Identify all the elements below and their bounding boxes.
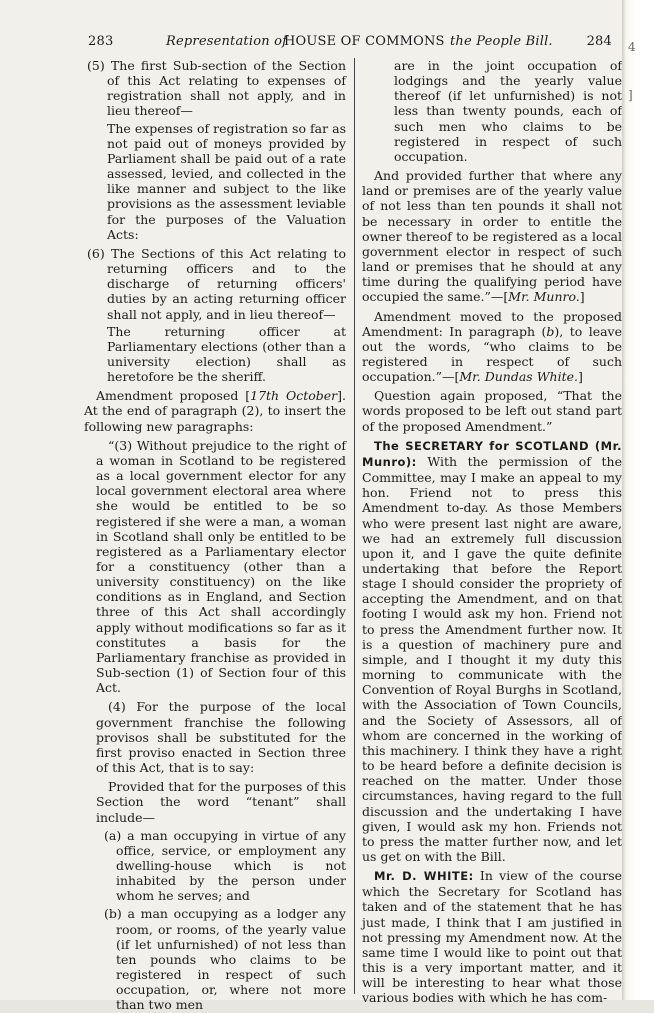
amendment-text-start: Amendment proposed [ [96,388,251,404]
list-item-b: (b) a man occupying as a lodger any room, or rooms, of the yearly value (if let unfurnished) of not less than ten pounds who claims to be registered in respect of such occupation, or, where not more than two men [104,906,346,1013]
speaker-name-secretary: The SECRETARY for SCOTLAND (Mr. Munro): [362,438,622,469]
edge-mark-1: 4 [628,40,636,54]
attribution-munro: Mr. Munro. [508,289,580,305]
speaker-name-white: Mr. D. WHITE: [374,869,474,884]
paragraph-subsection-6: (6) The Sections of this Act relating to returning officers and to the discharge of returning officers' duties by an acting returning officer shall not apply, and in lieu thereof— [87,245,346,322]
running-header [88,34,612,52]
page-number-left: 283 [88,34,114,49]
paragraph-quoted-4: (4) For the purpose of the local government franchise the following provisos shall be substituted for the first proviso enacted in Section three of this Act, that is to say: [96,699,346,776]
paragraph-expenses: The expenses of registration so far as not paid out of moneys provided by Parliament shall be paid out of a rate assessed, levied, and collected in the like manner and subject to the like provisions as the assessment leviable for the purposes of the Valuation Acts: [107,120,346,242]
list-item-a: (a) a man occupying in virtue of any office, service, or employment any dwelling-house which is not inhabited by the person under whom he serves; and [104,827,346,904]
attribution-dundas-white: Mr. Dundas White. [459,369,578,385]
attribution-close: ] [579,289,585,305]
attribution-close-2: ] [577,369,583,385]
amendment-moved-text: Amendment moved to the proposed Amendment: In paragraph ( [362,308,622,339]
paragraph-provided-further [362,168,622,304]
amendment-text-end: ]. At the end of paragraph (2), to insert the following new paragraphs: [84,388,347,434]
paragraph-amendment-moved [362,309,622,385]
provided-further-text: And provided further that where any land or premises are of the yearly value of not less than ten pounds it shall not be necessary in order to entitle the owner thereof to be registered as a local government elector in respect of such land or premises that he should at any time during the qualifying period have occupied the same.”—[ [362,168,622,305]
left-column [84,58,346,1013]
header-right-title: the People Bill. [450,34,553,49]
page-number-right: 284 [586,34,612,49]
paragraph-proviso: Provided that for the purposes of this Section the word “tenant” shall include— [96,779,346,825]
speech-secretary-for-scotland [362,438,622,864]
paragraph-continuation: are in the joint occupation of lodgings and the yearly value thereof (if let unfurnished) is not less than twenty pounds, each of such men who claims to be registered in respect of such occupation. [394,58,622,164]
paragraph-returning-officer: The returning officer at Parliamentary elections (other than a university election) shall as heretofore be the sheriff. [107,323,346,385]
right-column [362,58,622,1006]
header-center-title: HOUSE OF COMMONS [284,34,445,49]
paragraph-amendment-proposed [84,388,346,433]
speech-d-white [362,868,622,1005]
amendment-date: 17th October [250,388,338,404]
paragraph-question-proposed: Question again proposed, “That the words proposed to be left out stand part of the proposed Amendment.” [362,388,622,434]
paragraph-letter: b [546,323,555,339]
paragraph-quoted-3: “(3) Without prejudice to the right of a woman in Scotland to be registered as a local government elector for any local government electoral area where she would be entitled to be so registered if she were a man, a woman in Scotland shall only be entitled to be registered as a Parliamentary elector for a constituency (other than a university constituency) on the like conditions as in England, and Section three of this Act shall accordingly apply without modifications so far as it constitutes a basis for the Parliamentary franchise as provided in Sub-section (1) of Section four of this Act. [96,437,346,696]
amendment-moved-text-2: ), to leave out the words, “who claims to be registered in respect of such occupation.”—[ [362,323,622,385]
edge-mark-2: ] [628,88,633,102]
column-divider [354,58,355,994]
binding-edge [622,0,654,1000]
paragraph-subsection-5: (5) The first Sub-section of the Section of this Act relating to expenses of registration shall not apply, and in lieu thereof— [87,58,346,119]
speech-text-secretary: With the permission of the Committee, may I make an appeal to my hon. Friend not to press this Amendment to-day. As those Members who were present last night are aware, we had an extremely full discussion upon it, and I gave the quite definite undertaking that before the Report stage I should consider the propriety of accepting the Amendment, and on that footing I would ask my hon. Friend not to press the Amendment further now. It is a question of machinery pure and simple, and I thought it my duty this morning to communicate with the Convention of Royal Burghs in Scotland, with the Association of Town Councils, and the Society of Assessors, all of whom are concerned in the working of this machinery. I think they have a right to be heard before a definite decision is reached on the matter. Under those circumstances, having regard to the full discussion and the undertaking I have given, I would ask my hon. Friends not to press the matter further now, and let us get on with the Bill. [362,453,622,864]
header-left-title: Representation of [166,34,288,49]
speech-text-white: In view of the course which the Secretary for Scotland has taken and of the statement that he has just made, I think that I am justified in not pressing my Amendment now. At the same time I would like to point out that this is a very important matter, and it will be interesting to hear what those various bodies with which he has com- [362,868,623,1006]
